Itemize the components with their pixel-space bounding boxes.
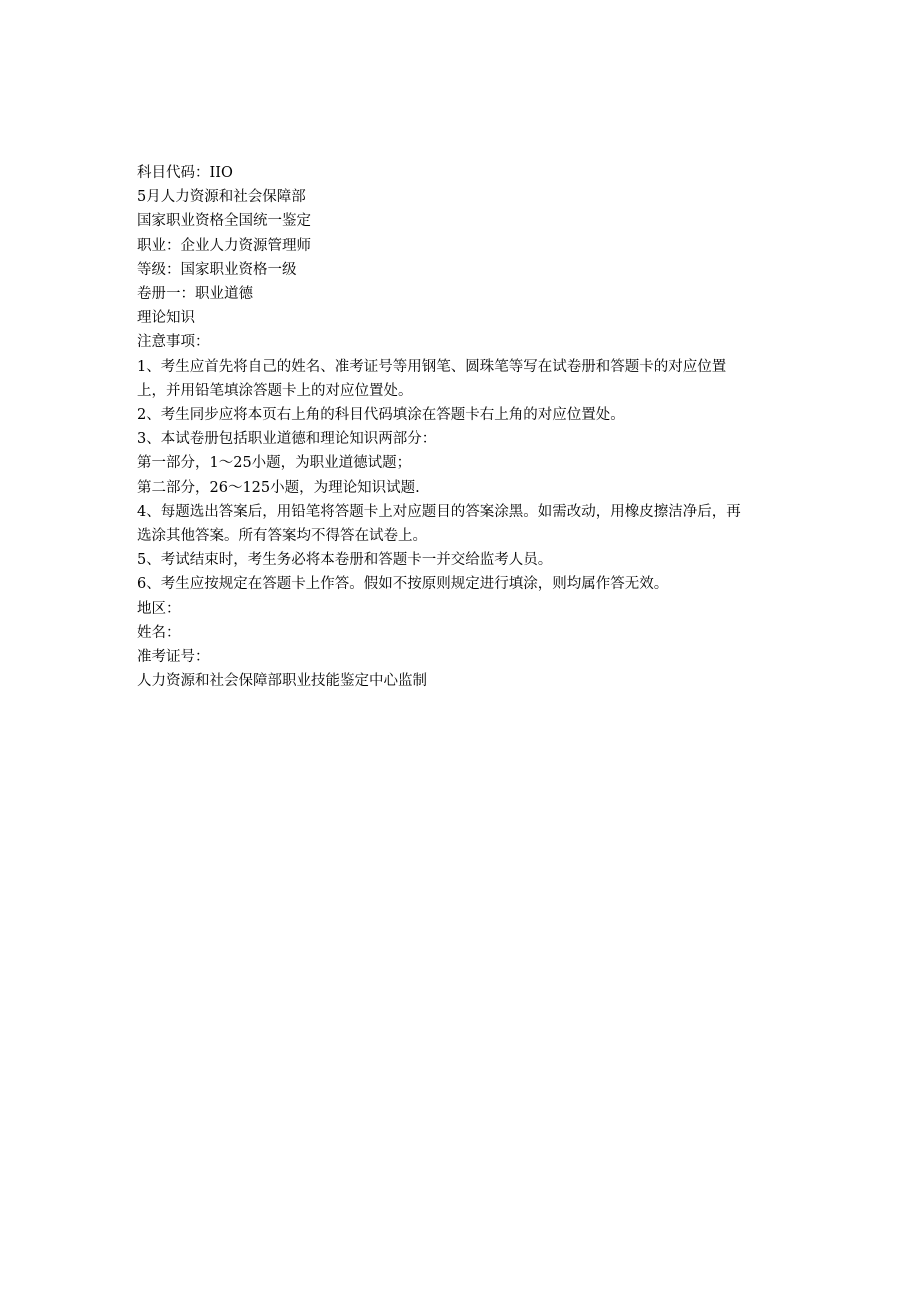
notice-item-1: 1、考生应首先将自己的姓名、准考证号等用钢笔、圆珠笔等写在试卷册和答题卡的对应位置 [137, 358, 727, 375]
notice-heading: 注意事项： [137, 334, 210, 351]
name-field-label: 姓名： [137, 624, 181, 641]
notice-item-1-cont: 上，并用铅笔填涂答题卡上的对应位置处。 [137, 382, 413, 399]
notice-item-5: 5、考试结束时，考生务必将本卷册和答题卡一并交给监考人员。 [137, 552, 553, 569]
part-two-line: 第二部分，26〜125小题，为理论知识试题. [137, 479, 420, 496]
admission-number-label: 准考证号： [137, 649, 210, 666]
region-field-label: 地区： [137, 600, 181, 617]
supervisor-line: 人力资源和社会保障部职业技能鉴定中心监制 [137, 673, 427, 690]
volume-line: 卷册一：职业道德 [137, 286, 253, 303]
issuer-line: 5月人力资源和社会保障部 [137, 189, 306, 206]
level-line: 等级：国家职业资格一级 [137, 261, 297, 278]
occupation-line: 职业：企业人力资源管理师 [137, 237, 311, 254]
section-title: 理论知识 [137, 310, 195, 327]
document-body [137, 161, 787, 693]
part-one-line: 第一部分，1〜25小题，为职业道德试题； [137, 455, 412, 472]
subject-code: 科目代码：IIO [137, 165, 233, 181]
notice-item-3: 3、本试卷册包括职业道德和理论知识两部分： [137, 431, 437, 448]
notice-item-4: 4、每题选出答案后，用铅笔将答题卡上对应题目的答案涂黑。如需改动，用橡皮擦洁净后，再 [137, 503, 741, 520]
notice-item-6: 6、考生应按规定在答题卡上作答。假如不按原则规定进行填涂，则均属作答无效。 [137, 576, 669, 593]
exam-title: 国家职业资格全国统一鉴定 [137, 213, 311, 230]
notice-item-2: 2、考生同步应将本页右上角的科目代码填涂在答题卡右上角的对应位置处。 [137, 407, 625, 424]
notice-item-4-cont: 选涂其他答案。所有答案均不得答在试卷上。 [137, 528, 427, 545]
